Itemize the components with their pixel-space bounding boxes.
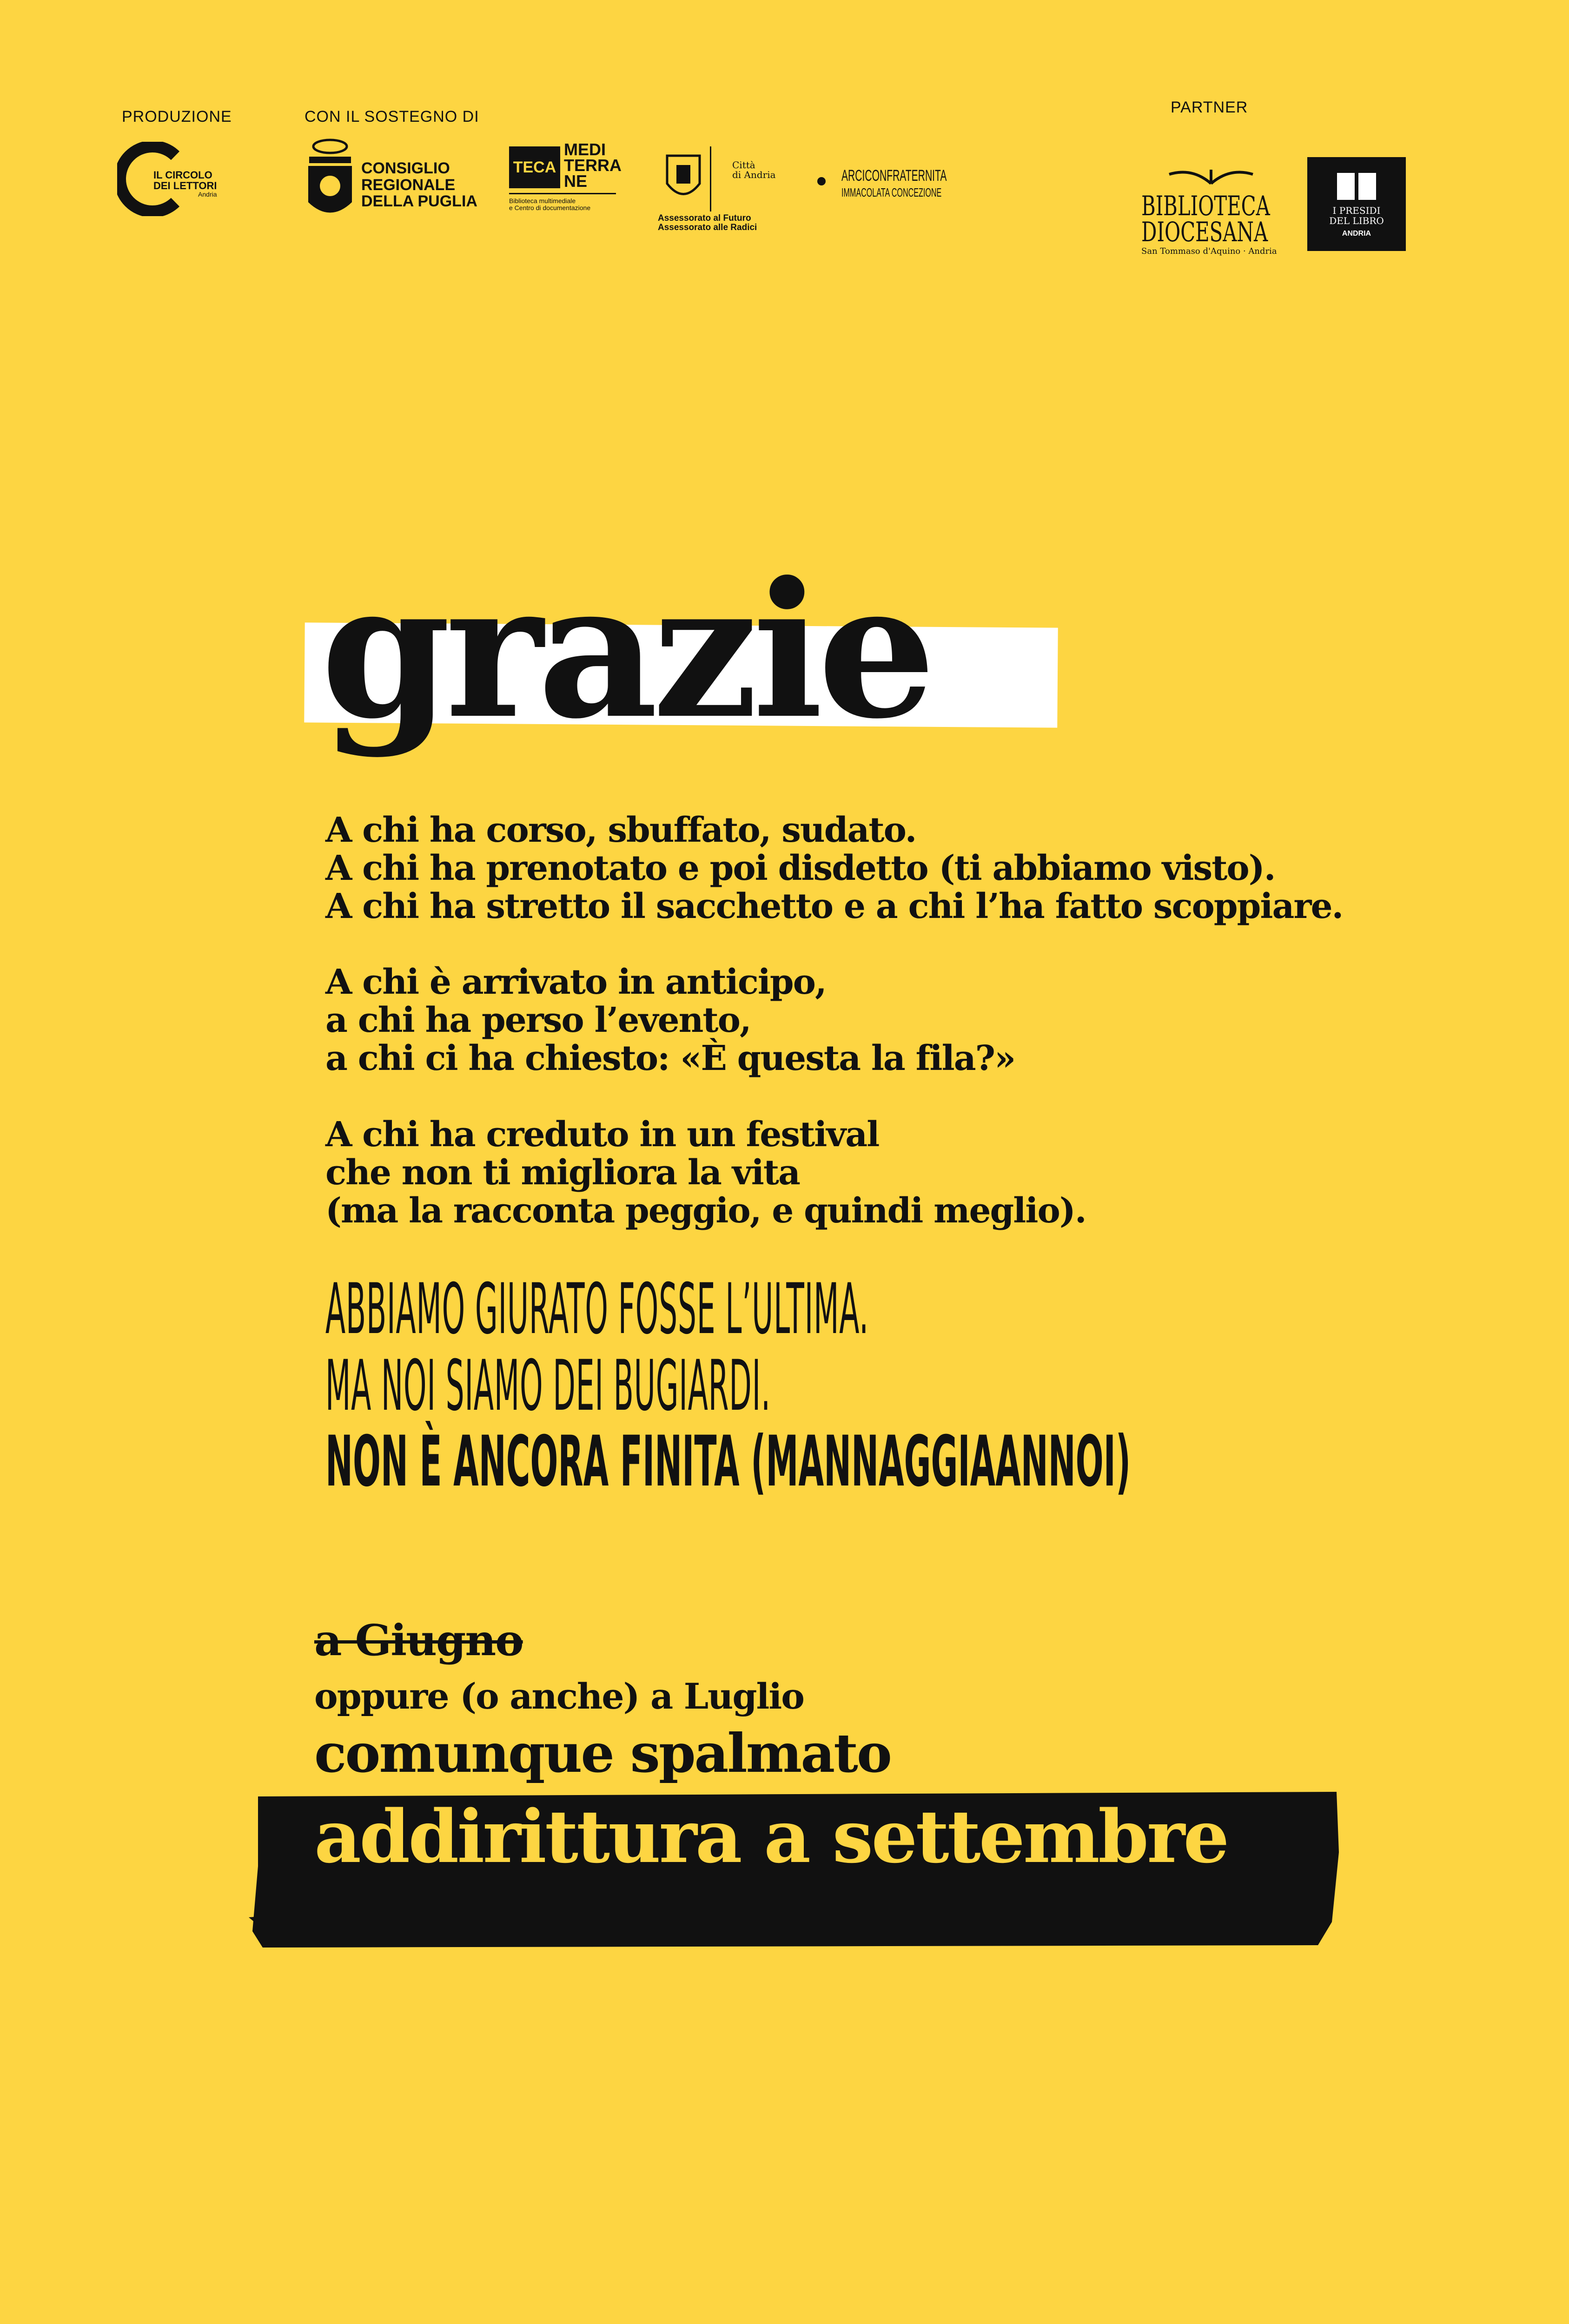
citta-di-andria-logo	[658, 142, 779, 244]
date-line-3: comunque spalmato	[314, 1722, 891, 1784]
consiglio-line1: CONSIGLIO	[361, 159, 450, 177]
date-crossed-out: a Giugno	[314, 1615, 523, 1665]
books-icon	[1333, 170, 1380, 203]
arci-line1: ARCICONFRATERNITA	[841, 167, 947, 185]
teca-sub2: e Centro di documentazione	[509, 204, 591, 211]
teca-box: TECA	[509, 146, 560, 188]
arciconfraternita-logo	[797, 158, 993, 205]
paragraph-2-line-3: a chi ci ha chiesto: «È questa la fila?»	[325, 1038, 1015, 1078]
crest-icon	[305, 137, 356, 225]
andria-city2: di Andria	[732, 169, 776, 180]
date-line-2: oppure (o anche) a Luglio	[314, 1676, 804, 1717]
circolo-line3: Andria	[198, 191, 217, 198]
paragraph-1-line-1: A chi ha corso, sbuffato, sudato.	[325, 810, 916, 850]
biblioteca-diocesana-logo	[1137, 165, 1285, 263]
presidi-del-libro-logo	[1307, 157, 1406, 251]
biblioteca-line3: San Tommaso d'Aquino · Andria	[1141, 246, 1277, 256]
consiglio-regionale-logo	[305, 137, 481, 225]
paragraph-2-line-2: a chi ha perso l’evento,	[325, 1000, 751, 1040]
page-title: grazie	[321, 541, 931, 760]
partner-label: PARTNER	[1171, 99, 1248, 116]
biblioteca-line2: DIOCESANA	[1141, 216, 1268, 248]
paragraph-2	[325, 963, 1015, 1077]
sostegno-label: CON IL SOSTEGNO DI	[305, 108, 479, 125]
crescent-icon	[797, 158, 834, 205]
teca-mediterraneo-logo	[509, 142, 621, 221]
date-highlight: addirittura a settembre	[314, 1794, 1228, 1879]
andria-city1: Città	[732, 159, 755, 171]
teca-sub1: Biblioteca multimediale	[509, 197, 576, 205]
teca-line3: NE	[564, 172, 588, 191]
circolo-line1: IL CIRCOLO	[153, 169, 212, 181]
andria-sub2: Assessorato alle Radici	[658, 222, 757, 232]
consiglio-line3: DELLA PUGLIA	[361, 192, 477, 211]
presidi-line3: ANDRIA	[1342, 230, 1371, 238]
paragraph-3	[325, 1116, 1086, 1230]
produzione-label: PRODUZIONE	[122, 108, 232, 125]
paragraph-3-line-3: (ma la racconta peggio, e quindi meglio).	[325, 1191, 1086, 1231]
open-book-icon	[1165, 165, 1258, 188]
paragraph-2-line-1: A chi è arrivato in anticipo,	[325, 962, 826, 1002]
paragraph-3-line-1: A chi ha creduto in un festival	[325, 1115, 879, 1155]
caps-line-2: MA NOI SIAMO DEI BUGIARDI.	[325, 1346, 771, 1426]
presidi-line2: DEL LIBRO	[1329, 215, 1384, 226]
andria-crest-icon	[662, 151, 704, 207]
teca-line1: MEDI	[564, 140, 606, 159]
consiglio-line2: REGIONALE	[361, 176, 456, 194]
caps-line-1: ABBIAMO GIURATO FOSSE L’ULTIMA.	[325, 1269, 869, 1350]
teca-line2: TERRA	[564, 156, 622, 175]
paragraph-3-line-2: che non ti migliora la vita	[325, 1153, 800, 1193]
biblioteca-line1: BIBLIOTECA	[1141, 190, 1270, 222]
paragraph-1	[325, 811, 1343, 925]
andria-sub1: Assessorato al Futuro	[658, 213, 751, 223]
paragraph-1-line-2: A chi ha prenotato e poi disdetto (ti abbiamo visto).	[325, 848, 1275, 888]
paragraph-1-line-3: A chi ha stretto il sacchetto e a chi l’ha fatto scoppiare.	[325, 886, 1343, 926]
circolo-line2: DEI LETTORI	[153, 180, 217, 192]
caps-line-3: NON È ANCORA FINITA (MANNAGGIAANNOI)	[325, 1421, 1131, 1502]
circolo-dei-lettori-logo	[117, 142, 238, 221]
presidi-line1: I PRESIDI	[1332, 205, 1381, 216]
arci-line2: IMMACOLATA CONCEZIONE	[841, 185, 942, 199]
